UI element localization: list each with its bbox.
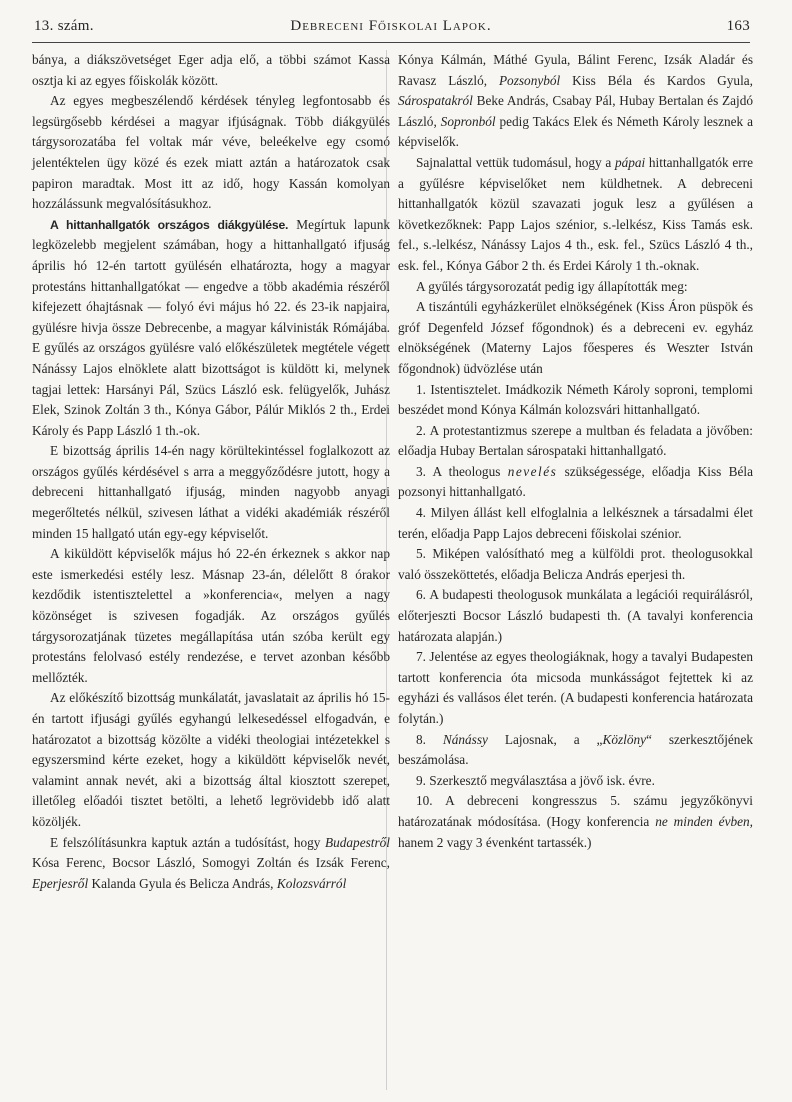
paragraph: E bizottság április 14-én nagy körültekintéssel foglalkozott az országos gyűlés kérdésével s arra a meggyőződésre jutott, hogy a debreceni hittanhallgató ifjuság, minden nagyobb anyagi megerőltetés nélkül, szivesen láthat a vidéki akadémiák részéről minden 15 hallgató után egy-egy képviselőt. <box>32 443 390 541</box>
emphasis: Nánássy <box>442 731 488 747</box>
place-name: Sopronból <box>440 113 496 129</box>
agenda-item: 6. A budapesti theologusok munkálata a legációi requirálásról, előterjeszti Bocsor László budapesti th. (A tavalyi konferencia határozata alapján.) <box>398 587 753 644</box>
text: E felszólításunkra kaptuk aztán a tudósítást, hogy <box>50 834 325 850</box>
paragraph <box>32 215 390 442</box>
place-name: Eperjesről <box>32 875 89 891</box>
agenda-item <box>398 730 753 771</box>
text: Kiss Béla és Kardos Gyula, <box>560 72 753 88</box>
text: Kósa Ferenc, Bocsor László, Somogyi Zoltán és Izsák Ferenc, <box>32 855 390 871</box>
paragraph: A kiküldött képviselők május hó 22-én érkeznek s akkor nap este ismerkedési estély lesz. Másnap 23-án, délelőtt 8 órakor kezdődik istentisztelettel a »konferencia«, melyen a nagy közönséget is szivesen fogadják. Az országos gyűlés tárgysorozatjának tüzetes megállapítása után szóba került egy protestáns felolvasó estély rendezése, e tervet azonban később mellőzték. <box>32 546 390 685</box>
place-name: Sárospatakról <box>398 93 473 109</box>
emphasis: nevelés <box>507 463 558 479</box>
paragraph <box>398 153 753 277</box>
paragraph: A tiszántúli egyházkerület elnökségének (Kiss Áron püspök és gróf Degenfeld József főgondnok) és a debreceni ev. egyház elnökségének (Materny Lajos főesperes és Weszter István főgondnok) üdvözlése után <box>398 299 753 376</box>
paragraph: bánya, a diákszövetséget Eger adja elő, a többi számot Kassa osztja ki az egyes főiskolák között. <box>32 52 390 88</box>
header-rule <box>32 42 750 43</box>
journal-title: Debreceni Főiskolai Lapok. <box>290 18 492 34</box>
place-name: Kolozsvárról <box>276 875 347 891</box>
emphasis: ne minden évben, <box>655 813 753 829</box>
agenda-item: 4. Milyen állást kell elfoglalnia a lelkésznek a társadalmi élet terén, előadja Papp Lajos debreceni főiskolai szénior. <box>398 505 753 541</box>
text: Sajnalattal vettük tudomásul, hogy a <box>416 154 615 170</box>
agenda-item <box>398 791 753 853</box>
issue-number: 13. szám. <box>34 18 94 34</box>
agenda-item: 7. Jelentése az egyes theologiáknak, hogy a tavalyi Budapesten tartott konferencia óta micsoda munkásságot fejtettek ki az egyházi és vallásos élet terén. (A budapesti konferencia határozata folytán.) <box>398 649 753 726</box>
agenda-item: 1. Istentisztelet. Imádkozik Németh Károly soproni, templomi beszédet mond Kónya Kálmán kolozsvári hittanhallgató. <box>398 381 753 418</box>
text: pedig Takács Elek és Németh Károly lesznek a képviselők. <box>398 113 753 150</box>
text: Lajosnak, a „ <box>487 731 603 747</box>
paragraph: Az előkészítő bizottság munkálatát, javaslatait az április hó 15-én tartott ifjusági gyűlés egyhangú lelkesedéssel elfogadván, e határozatot a bizottság közölte a vidéki theologiai intézetekkel s egyszersmind kérte ezeket, hogy a kiküldött képviselők nevét, valamint annak nevét, aki a bizottság által kiosztott szerepet, illetőleg előadói tisztet betölti, a lehető legrövidebb idő alatt közöljék. <box>32 690 390 829</box>
place-name: pápai <box>614 154 646 170</box>
text: Kónya Kálmán, Máthé Gyula, Bálint Ferenc, Izsák Aladár és Ravasz László, <box>398 52 753 88</box>
text: 3. A theologus <box>416 463 508 479</box>
text: 10. A debreceni kongresszus 5. számu jegyzőkönyvi határozatának módosítása. (Hogy konferencia <box>398 793 753 829</box>
text: “ szerkesztőjének beszámolása. <box>398 731 753 768</box>
right-column <box>398 50 753 853</box>
text: Kalanda Gyula és Belicza András, <box>88 875 277 891</box>
paragraph <box>398 50 753 153</box>
place-name: Pozsonyból <box>498 72 561 88</box>
left-column <box>32 50 390 894</box>
agenda-item <box>398 462 753 503</box>
emphasis: Közlöny <box>602 731 647 747</box>
text: hanem 2 vagy 3 évenként tartassék.) <box>398 834 592 850</box>
paragraph: A gyűlés tárgysorozatát pedig igy állapították meg: <box>416 278 688 294</box>
page-number: 163 <box>726 18 750 34</box>
text: hittanhallgatók erre a gyűlésre képviselőket nem küldhetnek. A debreceni hittanhallgatók közül szavazati joguk lesz a gyűlésen a következőknek: Papp Lajos szénior, s.-lelkész, Kiss Tamás esk. fel., s.-lelkész, Nánássy Lajos 4 th., esk. fel., Szücs László 4 th., esk. fel., Kónya Gábor 2 th. és Erdei Károly 1 th.-oknak. <box>398 154 753 273</box>
agenda-item: 2. A protestantizmus szerepe a multban és feladata a jövőben: előadja Hubay Bertalan sárospataki hittanhallgató. <box>398 422 753 459</box>
section-heading: A hittanhallgatók országos diákgyülése. <box>50 217 289 232</box>
page-header <box>32 14 750 40</box>
paragraph <box>32 833 390 895</box>
paragraph: Az egyes megbeszélendő kérdések tényleg legfontosabb és legsürgősebb kérdései a magyar ifjúságnak. Több diákgyülés tárgysorozatába fel voltak már véve, beleékelve egy csomó jelentéktelen ügy közé és ezek miatt aztán a határozatok csak papiron maradtak. Most itt az idő, hogy Kassán komolyan hozzálássunk megvalósításukhoz. <box>32 93 390 212</box>
text: Beke András, Csabay Pál, Hubay Bertalan és Zajdó László, <box>398 93 753 129</box>
paragraph-text: Megírtuk lapunk legközelebb megjelent számában, hogy a hittanhallgató ifjuság április hó 12-én tartott gyülésén elhatározta, hogy a magyar protestáns hittanhallgatókat — engedve a több akadémia részéről kifejezett óhajtásnak — folyó évi május hó 22. és 23-ik napjaira, gyülésre hivja össze Debrecenbe, a magyar kálvinisták Rómájába. E gyűlés az országos gyülésre való előkészületek megtétele végett Nánássy Lajos elnöklete alatt bizottságot is küldött ki, melynek tagjai lettek: Harsányi Pál, Szücs László esk. felügyelők, Juhász Elek, Szinok Zoltán 3 th., Kónya Gábor, Pálúr Miklós 2 th., Erdei Károly és Papp László 1 th.-ok. <box>32 216 390 438</box>
place-name: Budapestről <box>324 834 390 850</box>
text: 8. <box>416 731 443 747</box>
agenda-item: 9. Szerkesztő megválasztása a jövő isk. évre. <box>416 772 655 788</box>
agenda-item: 5. Miképen valósítható meg a külföldi prot. theologusokkal való összeköttetés, előadja Belicza András eperjesi th. <box>398 546 753 582</box>
text: szükségessége, előadja Kiss Béla pozsonyi hittanhallgató. <box>398 463 753 500</box>
